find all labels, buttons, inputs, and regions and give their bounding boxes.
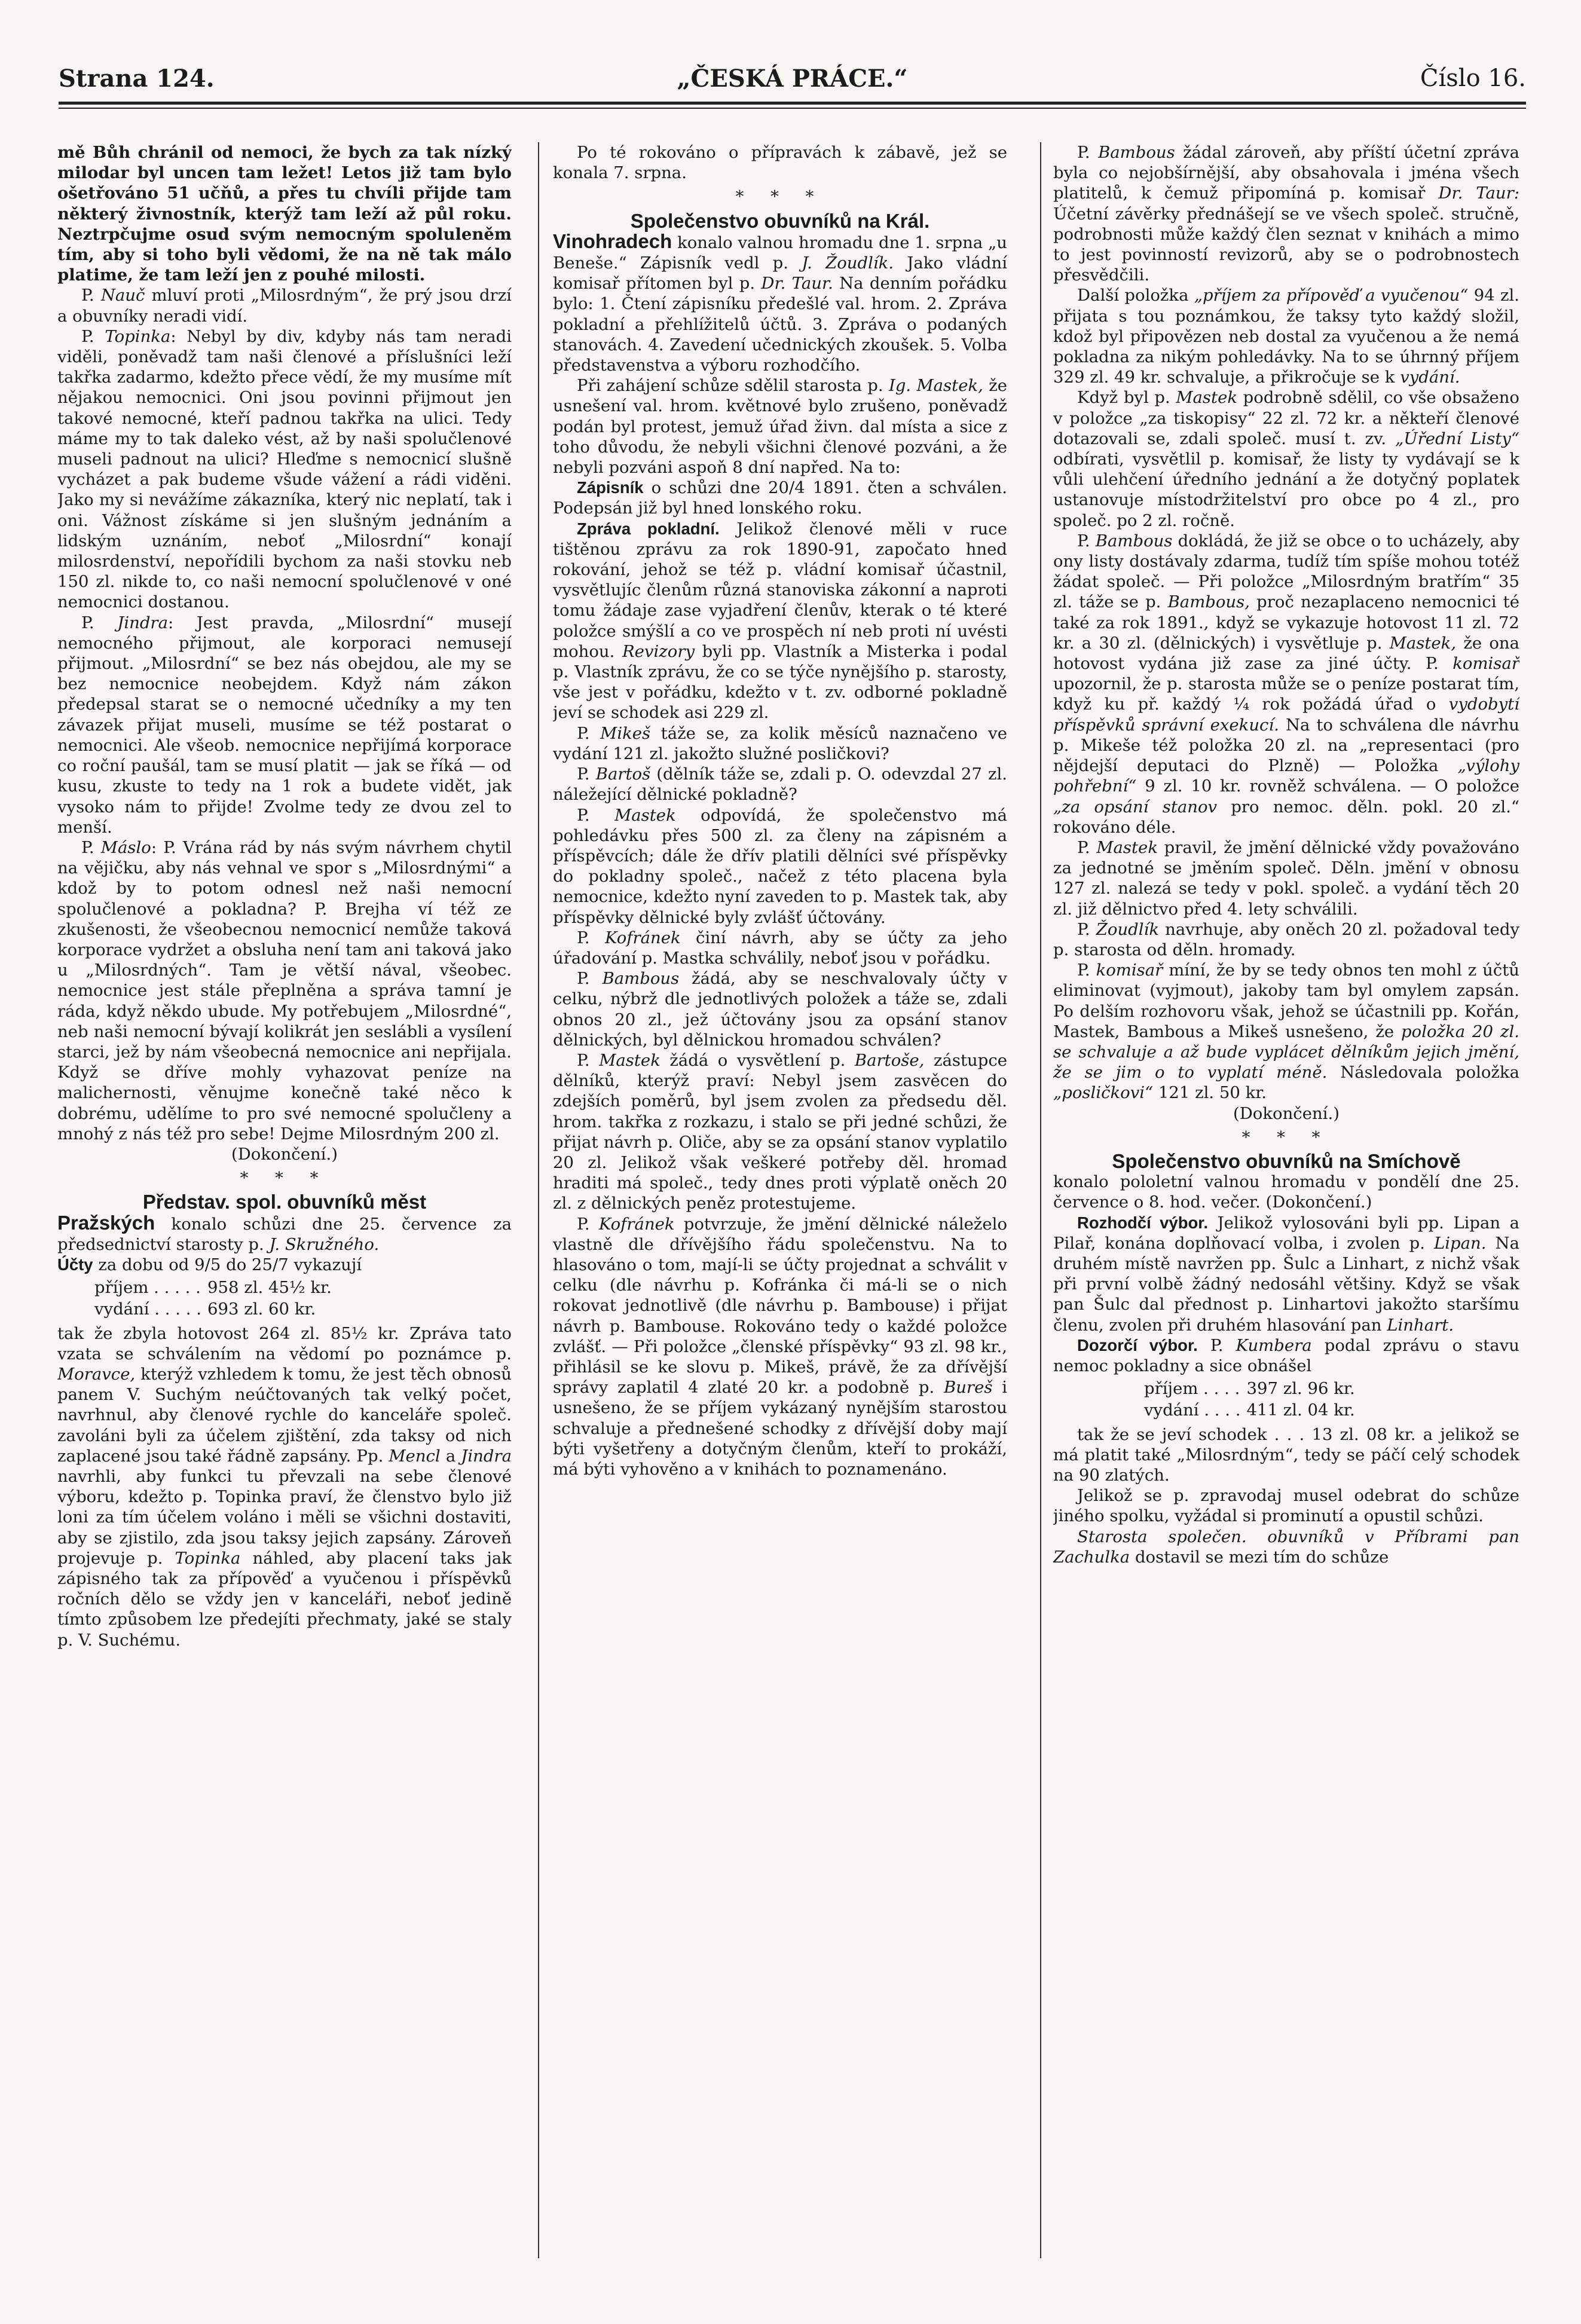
paragraph: Rozhodčí výbor. Jelikož vylosováni byli pp. Lipan a Pilař, konána doplňovací volba, i zvolen p. Lipan. Na druhém místě navržen pp. Šulc a Linhart, z nichž však při první volbě žádný nedosáhl většiny. Když se však pan Šulc dal přednost p. Linhartovi jakožto staršímu členu, zvolen při druhém hlasování pan Linhart. [1053,1213,1519,1335]
column-2 [553,142,1007,2258]
accounts-table [57,1276,338,1320]
continuation-note: (Dokončení.) [1233,1103,1340,1123]
paragraph: mě Bůh chránil od nemoci, že bych za tak nízký milodar byl uncen tam ležet! Letos již tam bylo ošetřováno 51 učňů, a přes tu chvíli přijde tam některý živnostník, kterýž tam leží až půl roku. Neztrpčujme osud svým nemocným spoluleněm tím, aby si toho byli vědomi, že na ně tak málo platime, že tam leží jen z pouhé milosti. [57,143,512,285]
section-intro: Vinohradech konalo valnou hromadu dne 1. srpna „u Beneše.“ Zápisník vedl p. J. Žoudlík. Jako vládní komisař přítomen byl p. Dr. Taur. Na denním pořádku bylo: 1. Čtení zápisníku předešlé val. hrom. 2. Zpráva pokladní a přehlížitelů účtů. 3. Zpráva o podaných stanovách. 4. Zavedení učednických zkoušek. 5. Volba představenstva a výboru rozhodčího. [553,230,1007,375]
newspaper-title: „ČESKÁ PRÁCE.“ [677,65,908,93]
column-3 [1053,142,1519,2258]
paragraph: Zápisník o schůzi dne 20/4 1891. čten a schválen. Podepsán již byl hned lonského roku. [553,478,1007,518]
paragraph: Při zahájení schůze sdělil starosta p. Ig. Mastek, že usnešení val. hrom. květnové bylo zrušeno, poněvadž podán byl protest, jemuž úřad živn. dal místa a sice z toho důvodu, že nebyli všichni členové pozváni, a že nebyli pozváni aspoň 8 dní napřed. Na to: [553,376,1007,478]
page-header [59,65,1526,104]
paragraph: Dozorčí výbor. P. Kumbera podal zprávu o stavu nemoc pokladny a sice obnášel [1053,1335,1519,1375]
section-intro: Pražských konalo schůzi dne 25. července za předsednictví starosty p. J. Skružného. [57,1211,512,1254]
paragraph: Zpráva pokladní. Jelikož členové měli v ruce tištěnou zprávu za rok 1890-91, započato hned rokování, jehož se též p. vládní komisař účastnil, vysvětlujíc členům různá stanoviska zákonní a naproti tomu žádaje zase vyjadření členův, kterak o té které položce smýšlí a co ve prospěch ní neb proti ní uvésti mohou. Revizory byli pp. Vlastník a Misterka i podal p. Vlastník zprávu, že co se týče nynějšího p. starosty, vše jest v pořádku, kdežto v t. zv. odborné pokladně jeví se schodek asi 229 zl. [553,519,1007,723]
accounts-table [1053,1377,1361,1421]
table-row: příjem . . . . 397 zl. 96 kr. [1144,1379,1355,1399]
paragraph: tak že zbyla hotovost 264 zl. 85½ kr. Zpráva tato vzata se schválením na vědomí po poznámce p. Moravce, kterýž vzhledem k tomu, že jest těch obnosů panem V. Suchým neúčtovaných tak velký počet, navrhnul, aby členové rychle do kanceláře společ. zavoláni byli za účelem zjištění, zda taksy od nich zaplacené jsou také řádně zapsány. Pp. Mencl a Jindra navrhli, aby funkci tu převzali na sebe členové výboru, kdežto p. Topinka praví, že členstvo bylo již loni za tím účelem voláno i měli se všichni dostaviti, aby se zjistilo, zda jsou taksy jejich zapsány. Zároveň projevuje p. Topinka náhled, aby placení taks jak zápisného tak za přípověď a vyučenou i příspěvků ročních dělo se vždy jen v kanceláři, neboť jedině tímto způsobem lze předejíti přechmaty, jaké se staly p. V. Suchému. [57,1323,512,1650]
table-row: příjem . . . . . 958 zl. 45½ kr. [94,1278,332,1298]
paragraph: P. Jindra: Jest pravda, „Milosrdní“ musejí nemocného přijmout, ale korporaci nemusejí přijmout. „Milosrdní“ se bez nás obejdou, ale my se bez nemocnice neobejdem. Když nám zákon předepsal starat se o nemocné učedníky a my ten závazek přijat museli, musíme se též postarat o nemocnici. Ale všeob. nemocnice nepřijímá korporace co roční paušál, tam se musí platit — jak se říká — od kusu, zkuste to tedy na 1 rok a budete vidět, jak vysoko nám to přijde! Zvolme tedy ze dvou zel to menší. [57,613,512,837]
paragraph: tak že se jeví schodek . . . 13 zl. 08 kr. a jelikož se má platit také „Milosrdným“, tedy se páčí celý schodek na 90 zlatých. [1053,1424,1519,1485]
paragraph: P. Bambous žádal zároveň, aby příští účetní zpráva byla co nejobšírnější, aby obsahovala i jména všech platitelů, k čemuž připomíná p. komisař Dr. Taur: Účetní závěrky přednášejí se ve všech společ. stručně, podrobnosti může každý člen seznat v knihách a mimo to jest povinností revizorů, aby se o podrobnostech přesvědčili. [1053,143,1519,285]
paragraph: P. Kofránek činí návrh, aby se účty za jeho úřadování p. Mastka schválily, neboť jsou v pořádku. [553,928,1007,968]
section-separator: * * * [240,1169,329,1188]
paragraph: Po té rokováno o přípravách k zábavě, jež se konala 7. srpna. [553,143,1007,183]
section-separator: * * * [1241,1127,1331,1147]
section-title: Společenstvo obuvníků na Smíchově [1112,1149,1461,1172]
paragraph: P. Žoudlík navrhuje, aby oněch 20 zl. požadoval tedy p. starosta od děln. hromady. [1053,919,1519,959]
section-intro: konalo pololetní valnou hromadu v pondělí dne 25. července o 8. hod. večer. (Dokončení.) [1053,1172,1519,1212]
paragraph: Starosta společen. obuvníků v Příbrami pan Zachulka dostavil se mezi tím do schůze [1053,1527,1519,1567]
paragraph: Jelikož se p. zpravodaj musel odebrat do schůze jiného spolku, vyžádal si prominutí a opustil schůzi. [1053,1486,1519,1526]
page-number: Strana 124. [59,65,215,93]
paragraph: P. Mastek pravil, že jmění dělnické vždy považováno za jednotné se jměním společ. Děln. jmění v obnosu 127 zl. nalezá se tedy v pokl. společ. a vydání těch 20 zl. již dělnictvo před 4. lety schválili. [1053,837,1519,919]
section-separator: * * * [735,187,825,207]
header-rule-thin [59,108,1526,109]
paragraph: P. Mastek žádá o vysvětlení p. Bartoše, zástupce dělníků, kterýž praví: Nebyl jsem zasvěcen do zdejších poměrů, byl jsem zvolen za předsedu děl. hrom. takřka z rozkazu, i stalo se při jedné schůzi, že přijat návrh p. Oliče, aby se za opsání stanov vyplatilo 20 zl. Jelikož však veškeré potřeby děl. hromad hraditi má společ., tedy dnes proti výplatě oněch 20 zl. z dělnických peněz protestujeme. [553,1050,1007,1213]
continuation-note: (Dokončení.) [231,1144,338,1164]
table-row: vydání . . . . 411 zl. 04 kr. [1144,1400,1355,1420]
paragraph: Další položka „příjem za přípověď a vyučenou“ 94 zl. přijata s tou poznámkou, že taksy tyto každý složil, kdož byl připovězen neb dostal za vyučenou a že nemá pokladna za nikým pohledávky. Na to se úhrnný příjem 329 zl. 49 kr. schvaluje, a přikročuje se k vydání. [1053,286,1519,387]
issue-number: Číslo 16. [1420,65,1526,92]
paragraph: P. Mastek odpovídá, že společenstvo má pohledávku přes 500 zl. za členy na zápisném a příspěvcích; dále že dřív platili dělníci své příspěvky do pokladny společ., načež z této placena byla nemocnice, kdežto nyní zaveden to p. Mastek tak, aby příspěvky dělnické byly zvlášť účtovány. [553,805,1007,927]
paragraph: P. Bartoš (dělník táže se, zdali p. O. odevzdal 27 zl. náležející dělnické pokladně? [553,765,1007,805]
paragraph: P. Mikeš táže se, za kolik měsíců naznačeno ve vydání 121 zl. jakožto služné posličkovi? [553,723,1007,763]
paragraph: P. Bambous dokládá, že již se obce o to ucházely, aby ony listy dostávaly zdarma, tudíž tím spíše mohou totéž žádat společ. — Při položce „Milosrdným bratřím“ 35 zl. táže se p. Bambous, proč nezaplaceno nemocnici té také za rok 1891., když se vykazuje hotovost 11 zl. 72 kr. a 30 zl. (dělnických) i vysvětluje p. Mastek, že ona hotovost vydána již zase za jiné účty. P. komisař upozornil, že p. starosta může se o peníze postarat tím, když ku př. každý ¼ rok požádá úřad o vydobytí příspěvků správní exekucí. Na to schválena dle návrhu p. Mikeše též položka 20 zl. na „representaci (pro nějdejší deputaci do Plzně) — Položka „výlohy pohřební“ 9 zl. 10 kr. rovněž schválena. — O položce „za opsání stanov pro nemoc. děln. pokl. 20 zl.“ rokováno déle. [1053,531,1519,837]
header-rule [59,102,1526,105]
paragraph: P. Bambous žádá, aby se neschvalovaly účty v celku, nýbrž dle jednotlivých položek a táže se, zdali obnos 20 zl., jež účtovány jsou za opsání stanov dělnických, byl dělnickou hromadou schválen? [553,969,1007,1050]
accounts-line: Účty za dobu od 9/5 do 25/7 vykazují [57,1255,362,1274]
paragraph: P. komisař míní, že by se tedy obnos ten mohl z účtů eliminovat (vyjmout), jakoby tam byl omylem zapsán. Po delším rozhovoru však, jehož se účastnili pp. Kořán, Mastek, Bambous a Mikeš usnešeno, že položka 20 zl. se schvaluje a až bude vyplácet dělníkům jejich jmění, že se jim o to vyplatí méně. Následovala položka „posličkovi“ 121 zl. 50 kr. [1053,961,1519,1103]
section-title: Představ. spol. obuvníků měst [142,1191,427,1213]
paragraph: Když byl p. Mastek podrobně sdělil, co vše obsaženo v položce „za tiskopisy“ 22 zl. 72 kr. a někteří členové dotazovali se, zdali společ. musí t. zv. „Úřední Listy“ odbírati, vysvětlil p. komisař, že listy ty vydávají se k vůli ulehčení úředního jednání a že dotyčný poplatek ustanovuje místodržitelství pro obce po 4 zl., pro společ. po 2 zl. ročně. [1053,388,1519,530]
paragraph: P. Nauč mluví proti „Milosrdným“, že prý jsou drzí a obuvníky neradi vidí. [57,286,512,326]
paragraph: P. Kofránek potvrzuje, že jmění dělnické náleželo vlastně dle dřívějšího řádu společenstvu. Na to hlasováno o tom, mají-li se účty projednat a schválit v celku (dle návrhu p. Kofránka či má-li se o nich rokovat jednotlivě (dle návrhu p. Bambouse) i přijat návrh p. Bambouse. Rokováno tedy o každé položce zvlášť. — Při položce „členské příspěvky“ 93 zl. 98 kr., přihlásil se ke slovu p. Mikeš, právě, že za dřívější správy zaplatil 4 zlaté 20 kr. a podobně p. Bureš i usnešeno, že se příjem vykázaný nynějším starostou schvaluje a přednešené schodky z dřívější doby mají býti vyšetřeny a dotyčným členům, kteří to prokáží, má býti vyhověno a v knihách to poznamenáno. [553,1214,1007,1479]
table-row: vydání . . . . . 693 zl. 60 kr. [94,1299,316,1319]
column-1 [57,142,512,2258]
paragraph: P. Topinka: Nebyl by div, kdyby nás tam neradi viděli, poněvadž tam naši členové a příslušníci leží takřka zadarmo, kdežto přece vědí, že my musíme mít nějakou nemocnici. Oni jsou povinni přijmout jen takové nemocné, kteří padnou takřka na ulici. Tedy máme my to tak daleko vést, až by naši spolučlenové museli padnout na ulici? Hleďme s nemocnicí slušně vycházet a pak budeme všude vážení a rádi viděni. Jako my si nevážíme zákazníka, který nic neplatí, tak i oni. Vážnost získáme si jen slušným jednáním a lidským uznáním, neboť „Milosrdní“ konají milosrdenství, nepořídili bychom za naši stovku neb 150 zl. nikde to, co naši nemocní spolučlenové v oné nemocnici dostanou. [57,326,512,612]
column-divider [538,142,539,2258]
paragraph: P. Máslo: P. Vrána rád by nás svým návrhem chytil na vějičku, aby nás vehnal ve spor s „Milosrdnými“ a kdož by to potom odnesl než naši nemocní spolučlenové a pokladna? P. Brejha ví též ze zkušenosti, že všeobecnou nemocnicí nemůže taková korporace vydržet a obsluha není tam ani taková jako u „Milosrdných“. Tam je větší nával, všeobec. nemocnice jest stále přeplněna a správa tamní je ráda, když někdo ubude. My potřebujem „Milosrdné“, neb naši nemocní bývají kolikrát jen seslábli a vysílení starci, jež by nám všeobecná nemocnice ani nepřijala. Když se dříve mohly vyhazovat peníze na malichernosti, věnujme konečně také něco k dobrému, udělíme to pro své nemocné spolučleny a mnohý z nás též pro sebe! Dejme Milosrdným 200 zl. [57,837,512,1143]
section-title: Společenstvo obuvníků na Král. [630,209,930,232]
column-divider [1040,142,1041,2258]
